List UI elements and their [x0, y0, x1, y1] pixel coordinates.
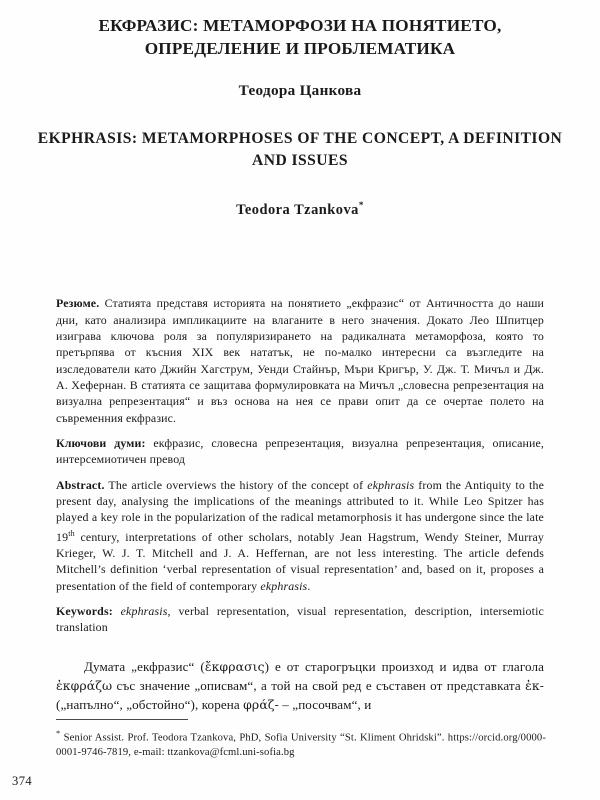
body-part-5: – „посочвам“, и [278, 697, 372, 712]
footnote-block [56, 719, 546, 761]
abstract-english-italic-term-1: ekphrasis [367, 477, 415, 492]
keywords-bulgarian-label: Ключови думи: [56, 436, 146, 451]
greek-term-ekphrasis: ἔκφρασις [204, 658, 265, 674]
abstract-english-italic-term-2: ekphrasis [260, 578, 308, 593]
keywords-english-text: , verbal representation, visual representation, description, intersemiotic translation [56, 604, 544, 635]
footnote-text [56, 726, 546, 761]
greek-term-ekphrazo: ἐκφράζω [56, 677, 113, 693]
abstract-bulgarian-text: Статията представя историята на понятието „екфразис“ от Античността до наши дни, като анализира импликациите на влаганите в него значения. Докато Лео Шпитцер изиграва ключова роля за популяризирането на радикалната метаморфоза, която то претърпява от късния XIX век нататък, не по-малко интересни са възгледите на изследователи като Джийн Хагструм, Уенди Стайнър, Мъри Кригър, У. Дж. Т. Мичъл и Дж. А. Хефернан. В статията се защитава формулировката на Мичъл „словесна репрезентация на визуална репрезентация“ и въз основа на нея се прави опит да се очертае полето на съвременния екфразис. [56, 296, 544, 425]
body-part-4: („напълно“, „обстойно“), корена [56, 697, 244, 712]
title-block [32, 0, 568, 219]
keywords-bulgarian [56, 435, 544, 468]
abstract-english-part3: century, interpretations of other scholars, notably Jean Hagstrum, Wendy Steiner, Murray Krieger, W. J. T. Mitchell and J. A. Heffernan, are not less interesting. The article defends Mitchell’s definition ‘verbal representation of visual representation’ and, based on it, proposes a presentation of the field of contemporary [56, 529, 544, 593]
body-paragraph [56, 657, 544, 714]
body-area [56, 636, 544, 714]
abstract-area [56, 219, 544, 636]
footnote-separator-rule [56, 719, 188, 720]
footnote-marker: * [56, 728, 61, 738]
abstract-bulgarian [56, 295, 544, 426]
footnote-body: Senior Assist. Prof. Teodora Tzankova, PhD, Sofia University “St. Kliment Ohridski”. https://orcid.org/0000-0001-9746-7819, e-mail: ttzankova@fcml.uni-sofia.bg [56, 732, 546, 759]
abstract-english-label: Abstract. [56, 477, 105, 492]
body-part-1: Думата „екфразис“ ( [84, 658, 205, 674]
abstract-english-part4: . [307, 578, 311, 593]
keywords-english-label: Keywords: [56, 604, 113, 619]
keywords-english-italic-term: ekphrasis [112, 604, 168, 619]
greek-root-fraz: φράζ- [243, 697, 279, 712]
page-number: 374 [12, 774, 33, 788]
keywords-bulgarian-text: екфразис, словесна репрезентация, визуална репрезентация, описание, интерсемиотичен превод [56, 436, 544, 467]
author-name-english [32, 196, 568, 220]
page-title-bulgarian: ЕКФРАЗИС: МЕТАМОРФОЗИ НА ПОНЯТИЕТО, ОПРЕДЕЛЕНИЕ И ПРОБЛЕМАТИКА [98, 15, 502, 58]
abstract-english [56, 477, 544, 594]
abstract-english-ordinal: th [68, 528, 75, 538]
greek-prefix-ek: ἐκ- [525, 677, 544, 693]
author-footnote-marker: * [358, 199, 364, 210]
body-part-3: със значение „описвам“, а той на свой ред е съставен от представката [112, 677, 526, 693]
body-part-2: ) е от старогръцки произход и идва от глагола [264, 658, 545, 674]
author-name-bulgarian: Теодора Цанкова [238, 81, 362, 99]
keywords-english [56, 603, 544, 636]
abstract-english-part1: The article overviews the history of the concept of [104, 477, 368, 492]
page-title-english: EKPHRASIS: METAMORPHOSES OF THE CONCEPT, A DEFINITION AND ISSUES [37, 129, 563, 169]
abstract-bulgarian-label: Резюме. [56, 296, 100, 311]
author-english-text: Teodora Tzankova [236, 201, 359, 218]
abstract-english-part2: from the Antiquity to the present day, analysing the implications of the meanings attributed to it. While Leo Spitzer has played a key role in the popularization of the radical metamorphosis it has undergone since the late 19 [56, 477, 545, 544]
